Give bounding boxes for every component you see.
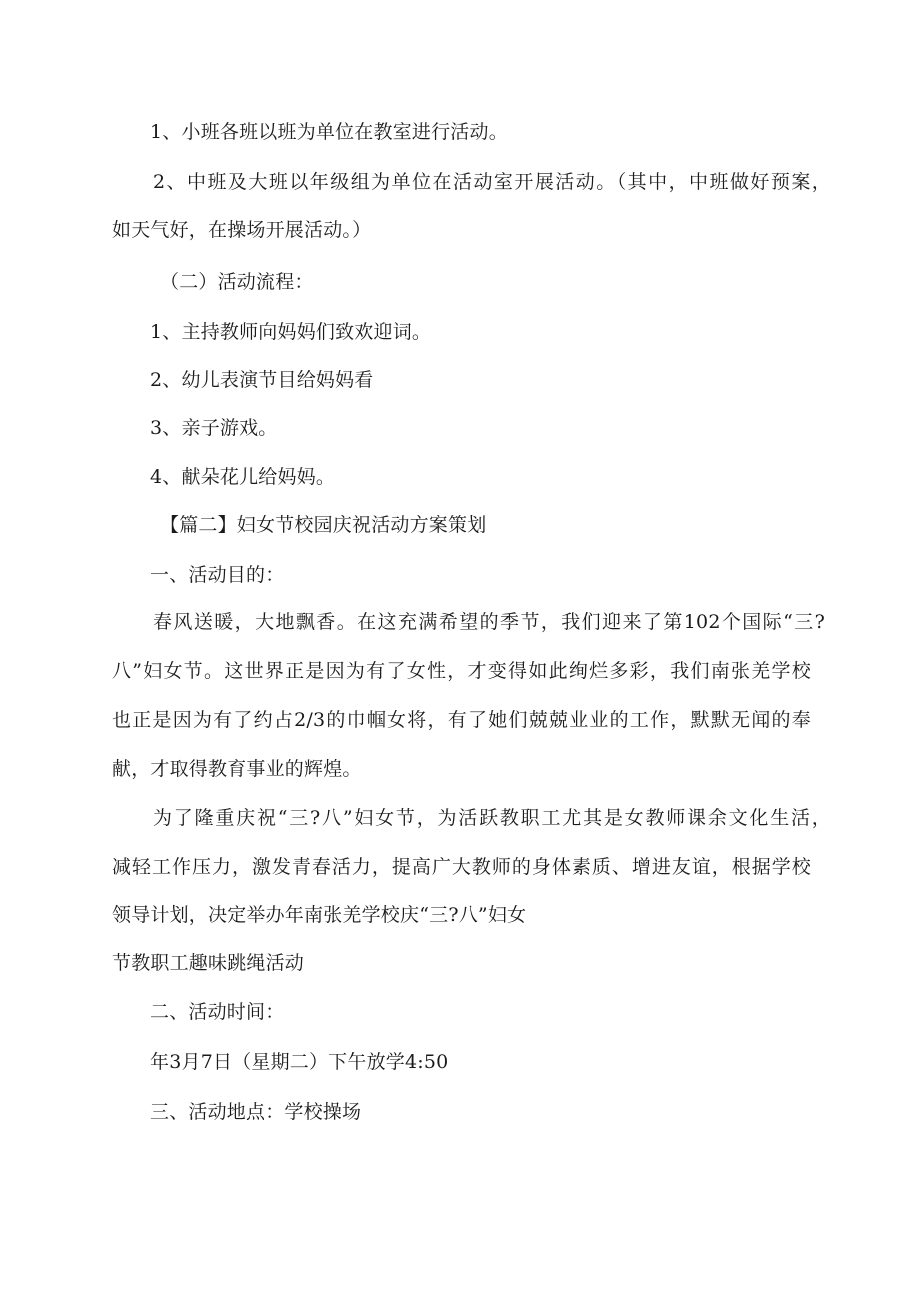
text-line-3: 如天气好，在操场开展活动。） <box>112 219 372 241</box>
text-line-6: 2、幼儿表演节目给妈妈看 <box>150 369 374 391</box>
text-line-4: （二）活动流程： <box>160 271 314 293</box>
text-line-15: 为了隆重庆祝“三?八”妇女节，为活跃教职工尤其是女教师课余文化生活， <box>153 807 831 829</box>
text-line-21: 三、活动地点：学校操场 <box>150 1101 362 1123</box>
text-line-19: 二、活动时间： <box>150 1001 285 1023</box>
text-line-7: 3、亲子游戏。 <box>150 417 278 439</box>
section-heading: 【篇二】妇女节校园庆祝活动方案策划 <box>160 514 487 536</box>
text-line-10: 一、活动目的： <box>150 564 285 586</box>
text-line-2: 2、中班及大班以年级组为单位在活动室开展活动。（其中，中班做好预案， <box>153 171 831 193</box>
text-line-11: 春风送暖，大地飘香。在这充满希望的季节，我们迎来了第102个国际“三? <box>153 611 825 633</box>
text-line-18: 节教职工趣味跳绳活动 <box>112 952 305 974</box>
text-line-5: 1、主持教师向妈妈们致欢迎词。 <box>150 321 432 343</box>
text-line-20: 年3月7日（星期二）下午放学4:50 <box>150 1051 449 1073</box>
text-line-8: 4、献朵花儿给妈妈。 <box>150 466 336 488</box>
text-line-17: 领导计划，决定举办年南张羌学校庆“三?八”妇女 <box>112 904 527 926</box>
text-line-1: 1、小班各班以班为单位在教室进行活动。 <box>150 121 508 143</box>
text-line-16: 减轻工作压力，激发青春活力，提高广大教师的身体素质、增进友谊，根据学校 <box>112 856 811 878</box>
text-line-12: 八”妇女节。这世界正是因为有了女性，才变得如此绚烂多彩，我们南张羌学校 <box>112 660 811 682</box>
text-line-14: 献，才取得教育事业的辉煌。 <box>112 758 362 780</box>
text-line-13: 也正是因为有了约占2/3的巾帼女将，有了她们兢兢业业的工作，默默无闻的奉 <box>112 709 811 731</box>
